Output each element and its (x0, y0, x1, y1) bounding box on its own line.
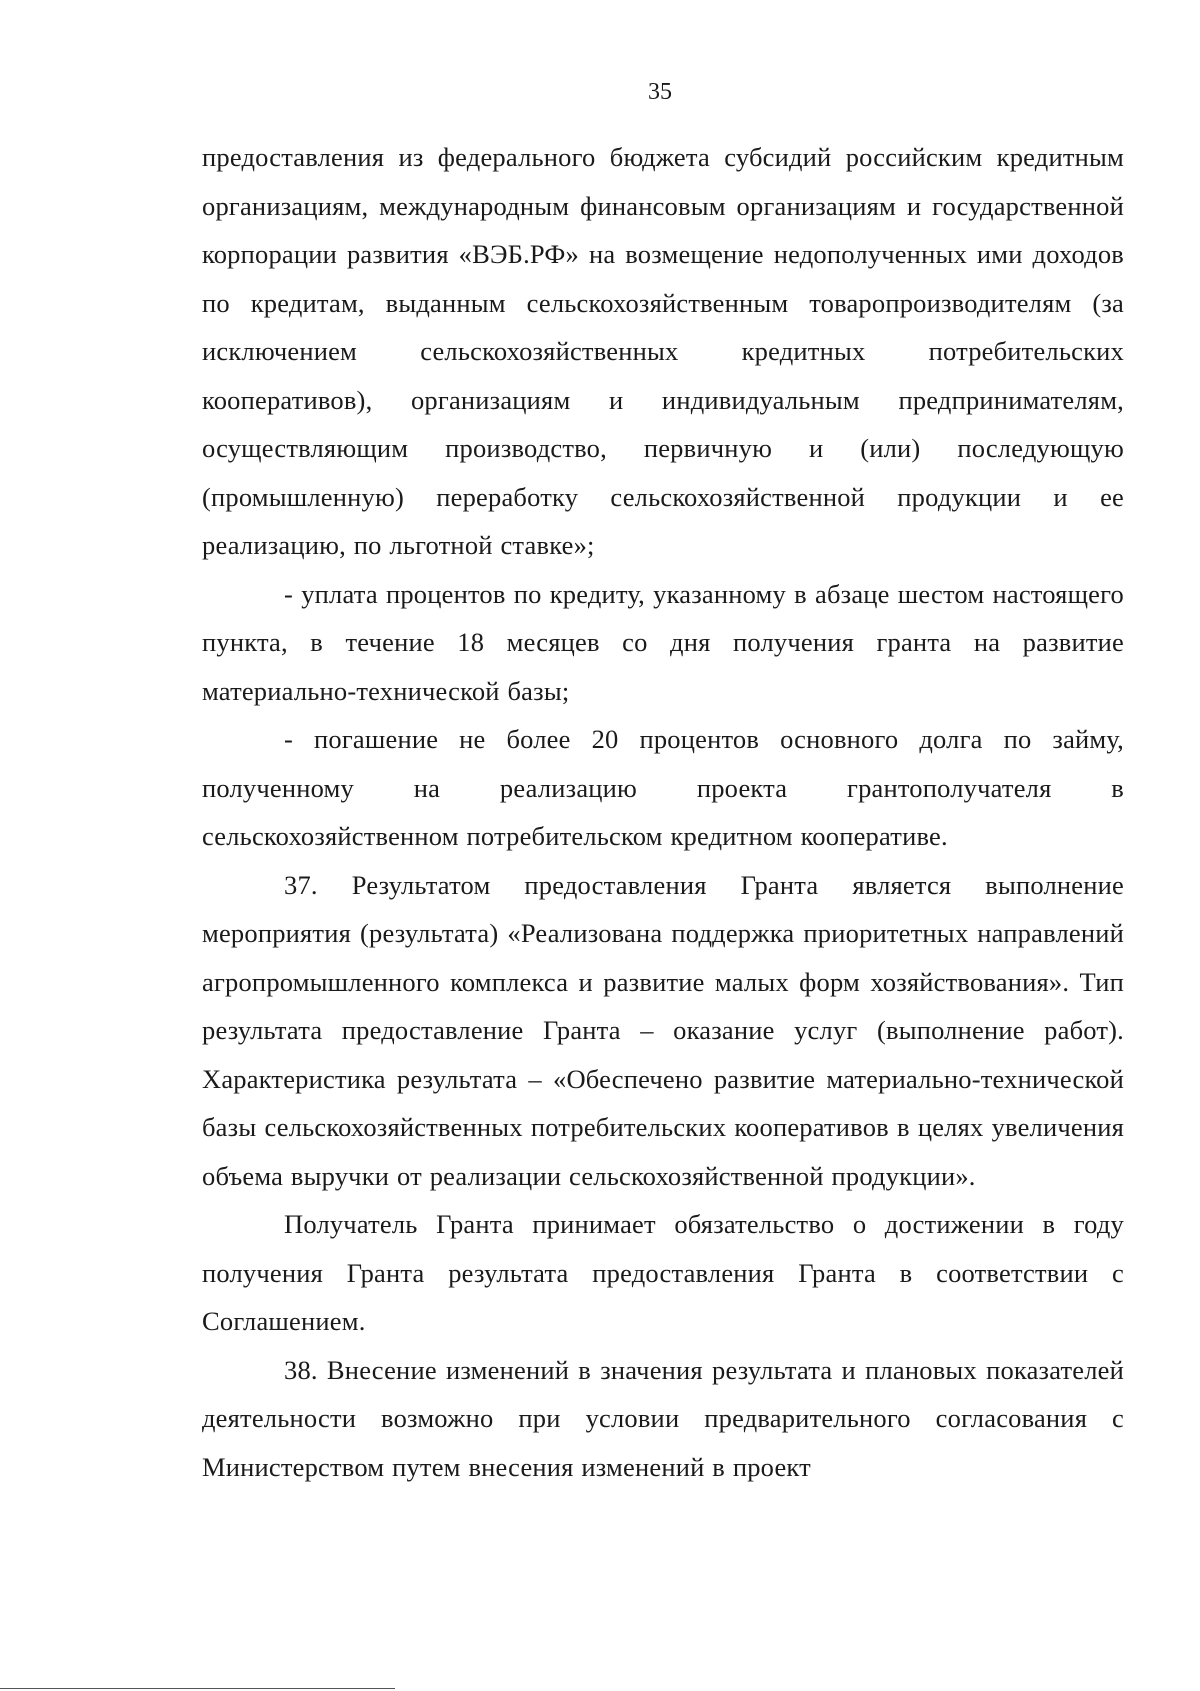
paragraph-debt-repayment: - погашение не более 20 процентов основного долга по займу, полученному на реализацию проекта грантополучателя в сельскохозяйственном потребительском кредитном кооперативе. (202, 724, 1124, 851)
paragraph-38-changes: 38. Внесение изменений в значения результата и плановых показателей деятельности возможно при условии предварительного согласования с Министерством путем внесения изменений в проект (202, 1354, 1124, 1482)
paragraph-recipient-obligation: Получатель Гранта принимает обязательство о достижении в году получения Гранта результата предоставления Гранта в соответствии с Соглашением. (202, 1209, 1124, 1336)
paragraph-subsidies-continuation: предоставления из федерального бюджета субсидий российским кредитным организациям, международным финансовым организациям и государственной корпорации развития «ВЭБ.РФ» на возмещение недополученных ими доходов по кредитам, выданным сельскохозяйственным товаропроизводителям (за исключением сельскохозяйственных кредитных потребительских кооперативов), организациям и индивидуальным предпринимателям, осуществляющим производство, первичную и (или) последующую (промышленную) переработку сельскохозяйственной продукции и ее реализацию, по льготной ставке»; (202, 142, 1124, 560)
page-number: 35 (648, 79, 672, 105)
footnote-divider (0, 1688, 395, 1689)
paragraph-interest-payment: - уплата процентов по кредиту, указанному в абзаце шестом настоящего пункта, в течение 18 месяцев со дня получения гранта на развитие материально-технической базы; (202, 578, 1124, 706)
document-body (202, 133, 1124, 1491)
paragraph-37-grant-result: 37. Результатом предоставления Гранта является выполнение мероприятия (результата) «Реализована поддержка приоритетных направлений агропромышленного комплекса и развитие малых форм хозяйствования». Тип результата предоставление Гранта – оказание услуг (выполнение работ). Характеристика результата – «Обеспечено развитие материально-технической базы сельскохозяйственных потребительских кооперативов в целях увеличения объема выручки от реализации сельскохозяйственной продукции». (202, 869, 1124, 1191)
